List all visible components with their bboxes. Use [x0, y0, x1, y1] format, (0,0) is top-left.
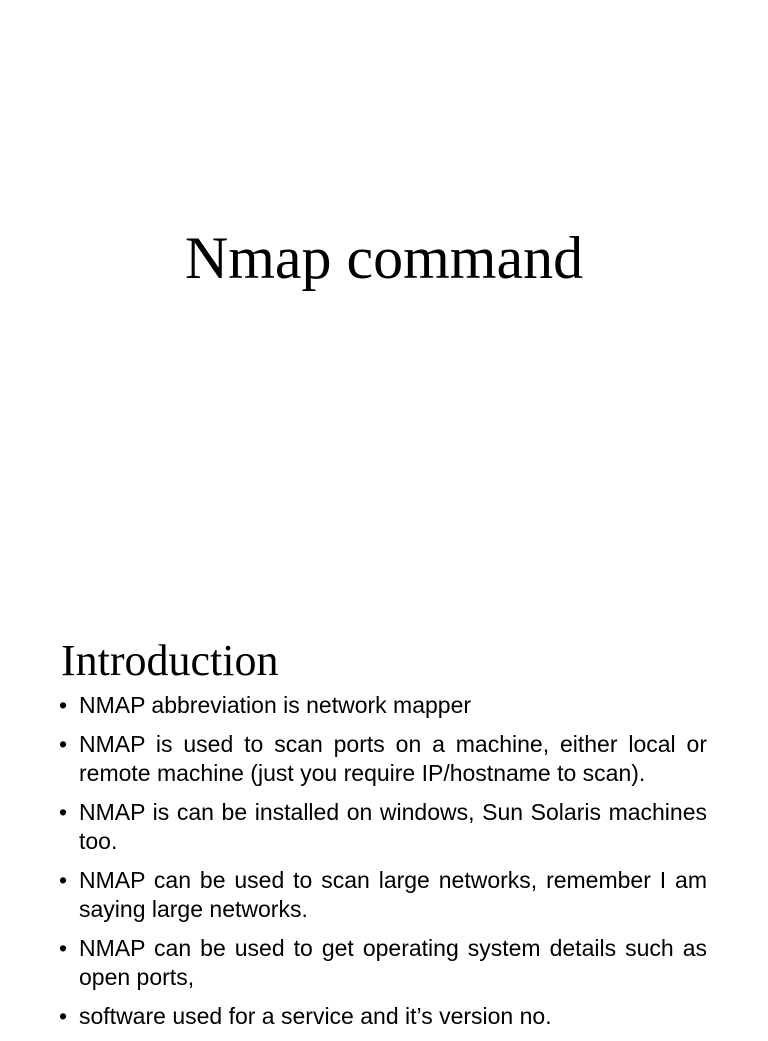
- bullet-text: NMAP is used to scan ports on a machine, either local or remote machine (just you require IP/hostname to scan).: [79, 731, 707, 786]
- bullet-item: [59, 1002, 707, 1031]
- bullet-item: [59, 691, 707, 720]
- bullet-dot-icon: •: [59, 935, 68, 961]
- bullet-dot-icon: •: [59, 1003, 68, 1029]
- bullet-item: [59, 730, 707, 788]
- bullet-item: [59, 866, 707, 924]
- bullet-text: NMAP is can be installed on windows, Sun Solaris machines too.: [79, 799, 707, 854]
- bullet-dot-icon: •: [59, 731, 68, 757]
- section-heading: Introduction: [61, 636, 279, 685]
- bullet-text: software used for a service and it’s version no.: [79, 1003, 552, 1029]
- bullet-item: [59, 798, 707, 856]
- bullet-dot-icon: •: [59, 799, 68, 825]
- bullet-dot-icon: •: [59, 692, 68, 718]
- bullet-text: NMAP can be used to get operating system details such as open ports,: [79, 935, 707, 990]
- bullet-item: [59, 934, 707, 992]
- slide-title: Nmap command: [184, 225, 584, 291]
- bullet-dot-icon: •: [59, 867, 68, 893]
- bullet-text: NMAP can be used to scan large networks, remember I am saying large networks.: [79, 867, 707, 922]
- bullet-text: NMAP abbreviation is network mapper: [79, 692, 472, 718]
- bullet-list: [59, 691, 707, 1041]
